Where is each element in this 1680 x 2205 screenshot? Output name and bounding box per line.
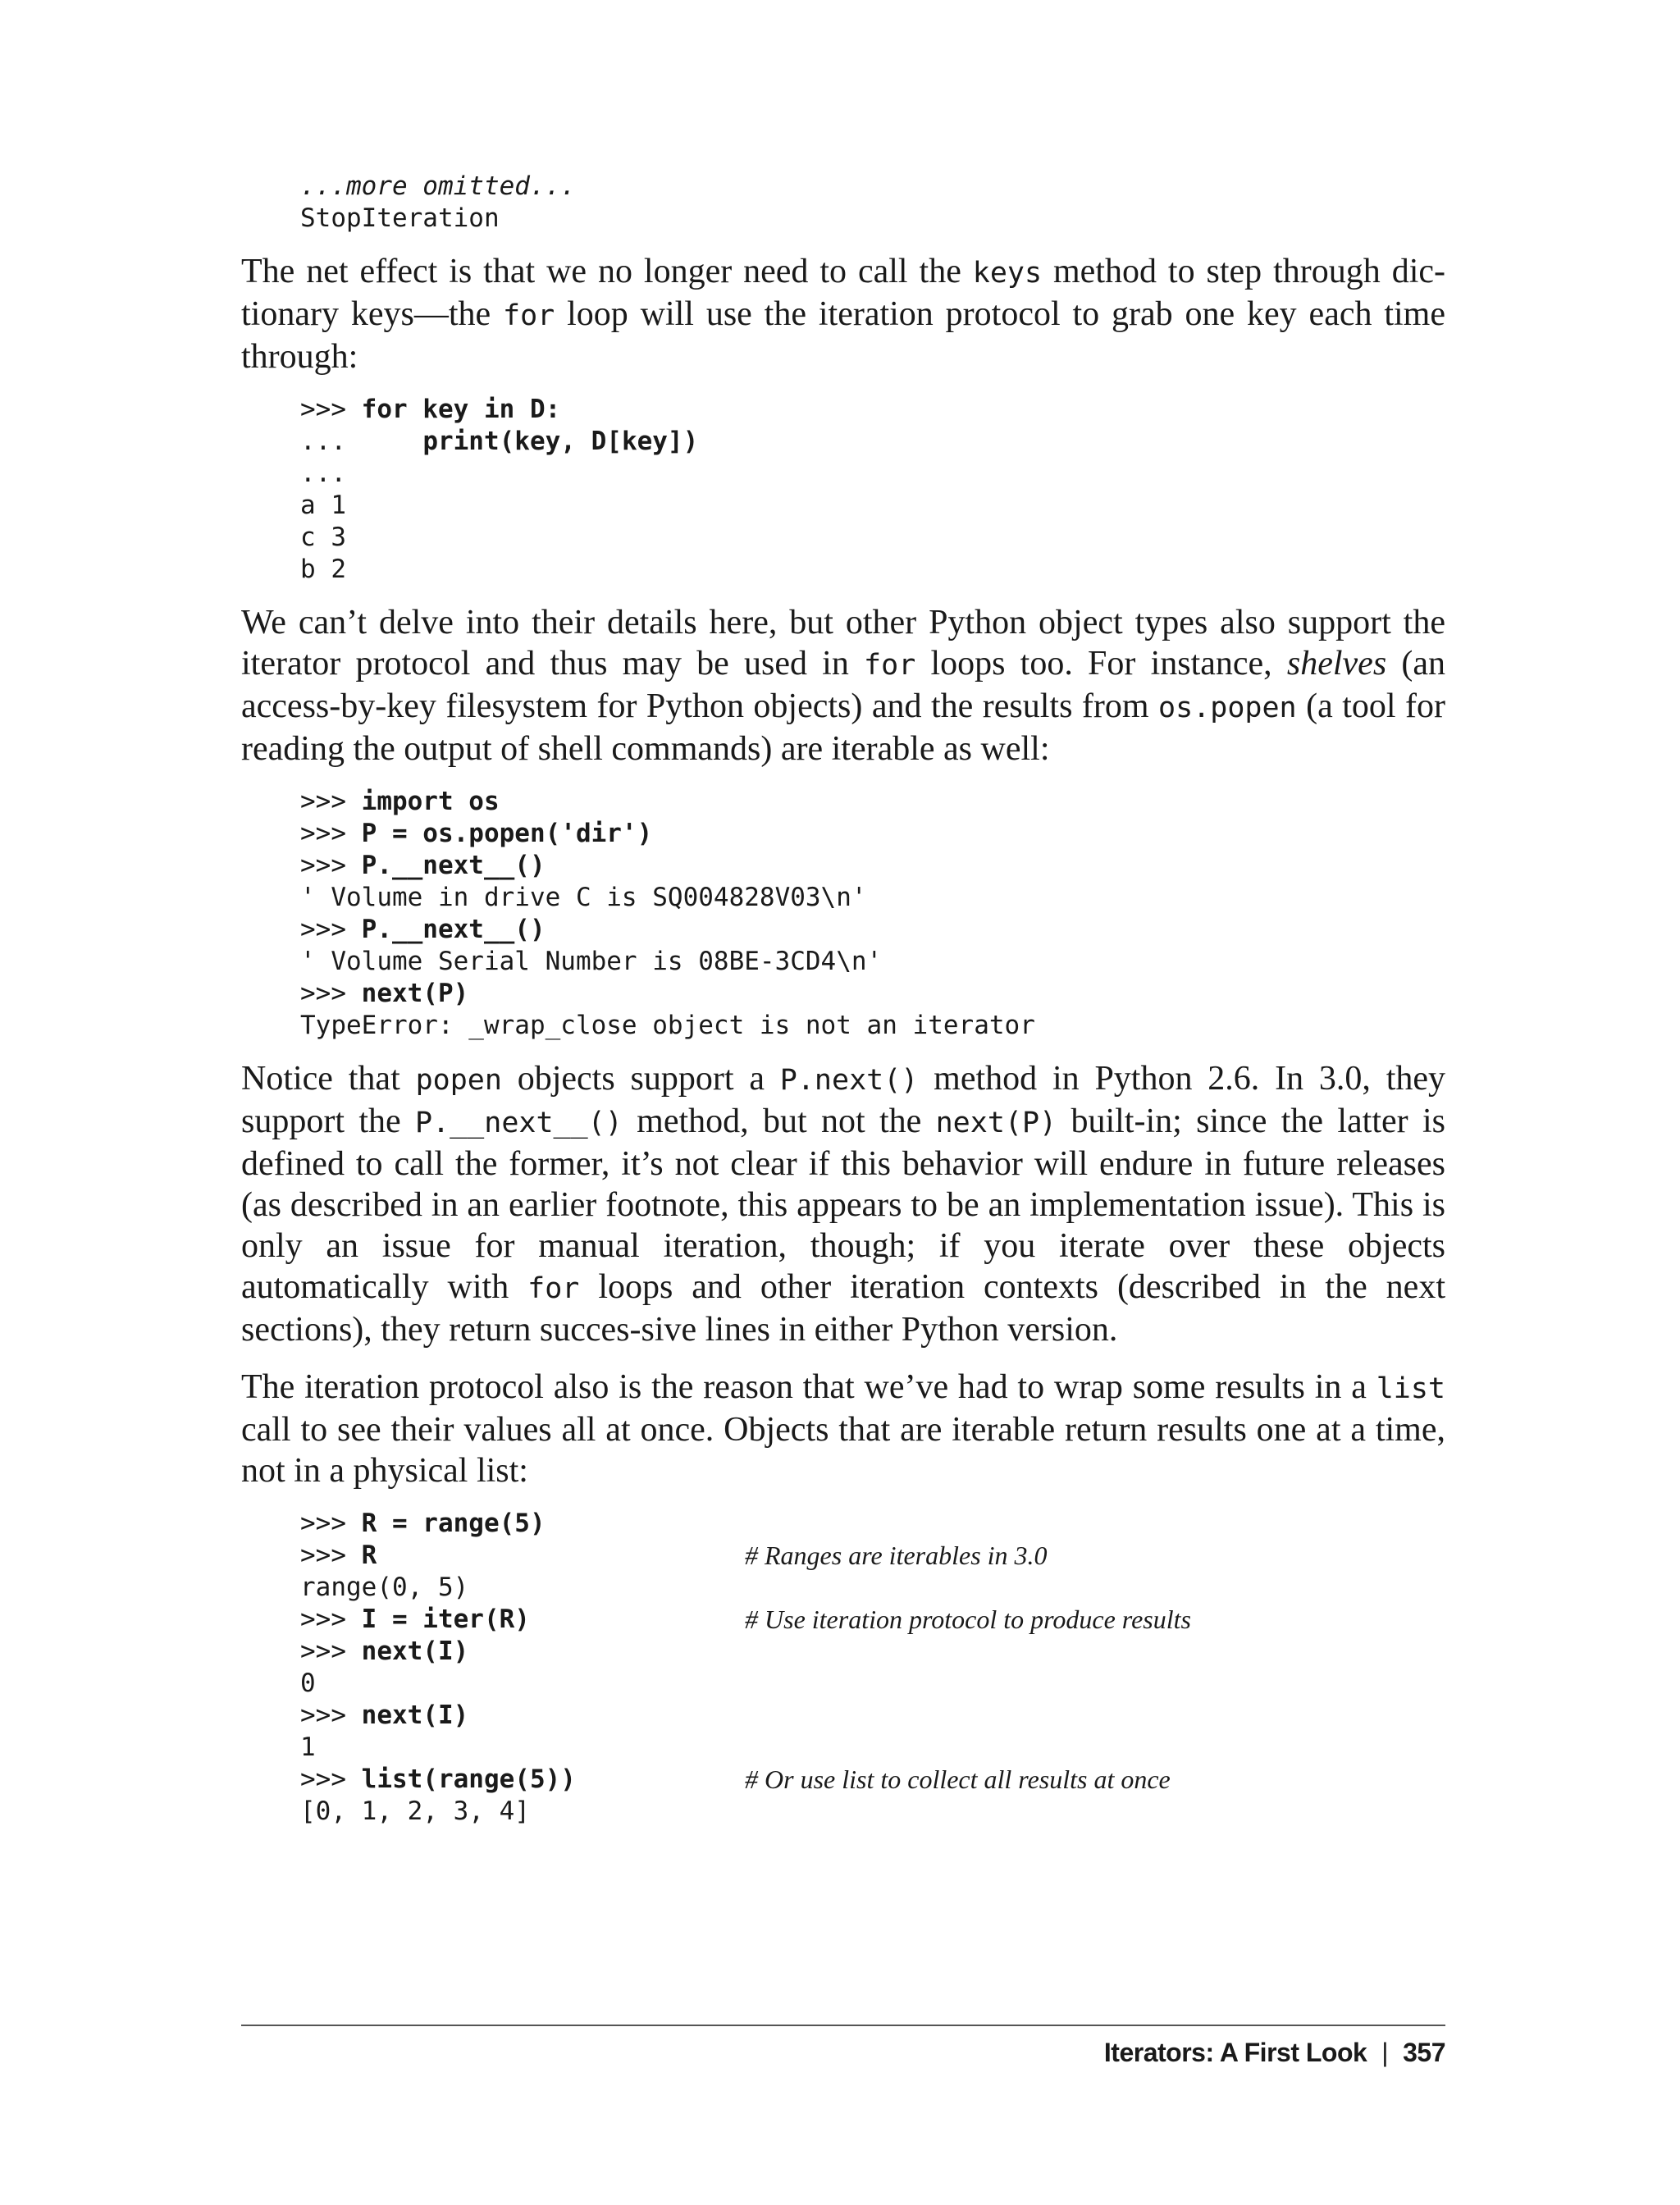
text-span: call to see their values all at once. Objects that are iterable return results one at a time, not in a physical list: — [241, 1411, 1445, 1490]
text-span: Notice that — [241, 1060, 416, 1098]
footer-separator: | — [1381, 2038, 1389, 2067]
text-span: method to step through dic-tionary keys—the — [241, 253, 1446, 333]
code-prompt: >>> — [300, 1509, 362, 1538]
code-output: ' Volume in drive C is SQ004828V03\n' — [300, 883, 867, 912]
running-footer — [1104, 2038, 1445, 2068]
code-prompt: >>> — [300, 1637, 362, 1666]
code-input: R — [361, 1541, 377, 1570]
text-span: (a tool for reading the output of shell commands) are iterable as well: — [241, 687, 1445, 768]
code-input: list(range(5)) — [361, 1764, 576, 1794]
code-line — [300, 1636, 1445, 1668]
text-span: The net effect is that we no longer need to call the — [241, 253, 973, 290]
code-input: I = iter(R) — [361, 1605, 530, 1634]
code-line — [300, 1764, 1445, 1796]
code-output: range(0, 5) — [300, 1573, 469, 1602]
code-omitted-note: ...more omitted... — [300, 171, 576, 201]
code-line — [300, 1700, 1445, 1732]
code-output: 1 — [300, 1732, 316, 1762]
code-input: next(P) — [361, 979, 469, 1008]
code-line — [300, 394, 1445, 426]
code-block-range — [300, 1508, 1445, 1828]
code-block-popen — [300, 786, 1445, 1042]
text-span: (an access-by-key filesystem for Python objects) and the results from — [241, 645, 1445, 725]
code-line: StopIteration — [300, 203, 500, 233]
code-line — [300, 818, 1445, 850]
code-comment: # Use iteration protocol to produce results — [745, 1605, 1191, 1634]
inline-code: for — [864, 649, 916, 682]
inline-code: keys — [972, 257, 1043, 290]
code-prompt: >>> — [300, 915, 362, 944]
code-line — [300, 426, 1445, 458]
emphasis-text: shelves — [1286, 645, 1387, 682]
text-span: loops too. For instance, — [915, 645, 1287, 682]
code-line — [300, 1604, 1445, 1636]
code-output: ' Volume Serial Number is 08BE-3CD4\n' — [300, 947, 883, 976]
inline-code: next(P) — [935, 1107, 1057, 1139]
inline-code: P.next() — [779, 1064, 919, 1097]
code-block-stopiteration — [300, 171, 1445, 235]
code-prompt: >>> — [300, 1605, 362, 1634]
code-line — [300, 786, 1445, 818]
text-span: loops and other iteration contexts (described in the next sections), they return succes-sive lines in either Python version. — [241, 1268, 1445, 1349]
code-input: P = os.popen('dir') — [361, 819, 653, 848]
code-input: P.__next__() — [361, 851, 546, 880]
inline-code: for — [503, 299, 555, 332]
code-line: ... — [300, 459, 346, 488]
code-prompt: >>> — [300, 1701, 362, 1730]
code-prompt: >>> — [300, 395, 362, 424]
text-span: method, but not the — [622, 1102, 936, 1140]
inline-code: popen — [415, 1064, 502, 1097]
code-input: P.__next__() — [361, 915, 546, 944]
text-span: built-in; since the latter is defined to call the former, it’s not clear if this behavior will endure in future releases (as described in an earlier footnote, this appears to be an implementation issue). This is only an issue for manual iteration, though; if you iterate over these objects automatically with — [241, 1102, 1445, 1306]
code-input: next(I) — [361, 1701, 469, 1730]
code-input: import os — [361, 787, 500, 816]
code-comment: # Ranges are iterables in 3.0 — [745, 1541, 1048, 1570]
text-span: The iteration protocol also is the reason that we’ve had to wrap some results in a — [241, 1368, 1376, 1406]
code-output: a 1 — [300, 491, 346, 520]
code-input: next(I) — [361, 1637, 469, 1666]
inline-code: list — [1376, 1372, 1445, 1405]
paragraph-list-wrap — [241, 1367, 1445, 1491]
code-prompt: >>> — [300, 1541, 362, 1570]
code-line — [300, 914, 1445, 946]
code-output: [0, 1, 2, 3, 4] — [300, 1796, 530, 1826]
page-content — [241, 171, 1445, 1844]
text-span: We can’t delve into their details here, but other Python object types also support the iterator protocol and thus may be used in — [241, 604, 1445, 682]
inline-code: os.popen — [1158, 692, 1297, 724]
footer-rule — [241, 2025, 1445, 2026]
inline-code: P.__next__() — [414, 1107, 623, 1139]
paragraph-keys-method — [241, 251, 1445, 377]
code-output: b 2 — [300, 555, 346, 584]
code-prompt: >>> — [300, 787, 362, 816]
code-prompt: >>> — [300, 819, 362, 848]
paragraph-popen-notice — [241, 1058, 1445, 1350]
paragraph-other-iterables — [241, 602, 1445, 769]
footer-section-title: Iterators: A First Look — [1103, 2038, 1367, 2067]
code-output: c 3 — [300, 523, 346, 552]
code-prompt: ... — [300, 427, 423, 456]
code-input: print(key, D[key]) — [422, 427, 699, 456]
text-span: loop will use the iteration protocol to grab one key each time through: — [241, 295, 1445, 376]
code-line — [300, 1508, 1445, 1540]
code-output: 0 — [300, 1669, 316, 1698]
code-input: for key in D: — [361, 395, 561, 424]
text-span: objects support a — [501, 1060, 780, 1098]
code-block-for-loop — [300, 394, 1445, 586]
code-line — [300, 850, 1445, 882]
code-prompt: >>> — [300, 979, 362, 1008]
page-number: 357 — [1403, 2038, 1445, 2067]
code-line — [300, 1540, 1445, 1572]
inline-code: for — [527, 1272, 580, 1305]
code-prompt: >>> — [300, 1764, 362, 1794]
code-prompt: >>> — [300, 851, 362, 880]
code-line — [300, 978, 1445, 1010]
code-line — [300, 171, 1445, 203]
text-span: method in Python 2.6. In 3.0, they support the — [241, 1060, 1446, 1140]
code-output: TypeError: _wrap_close object is not an iterator — [300, 1011, 1035, 1040]
code-input: R = range(5) — [361, 1509, 546, 1538]
code-comment: # Or use list to collect all results at once — [745, 1764, 1171, 1794]
